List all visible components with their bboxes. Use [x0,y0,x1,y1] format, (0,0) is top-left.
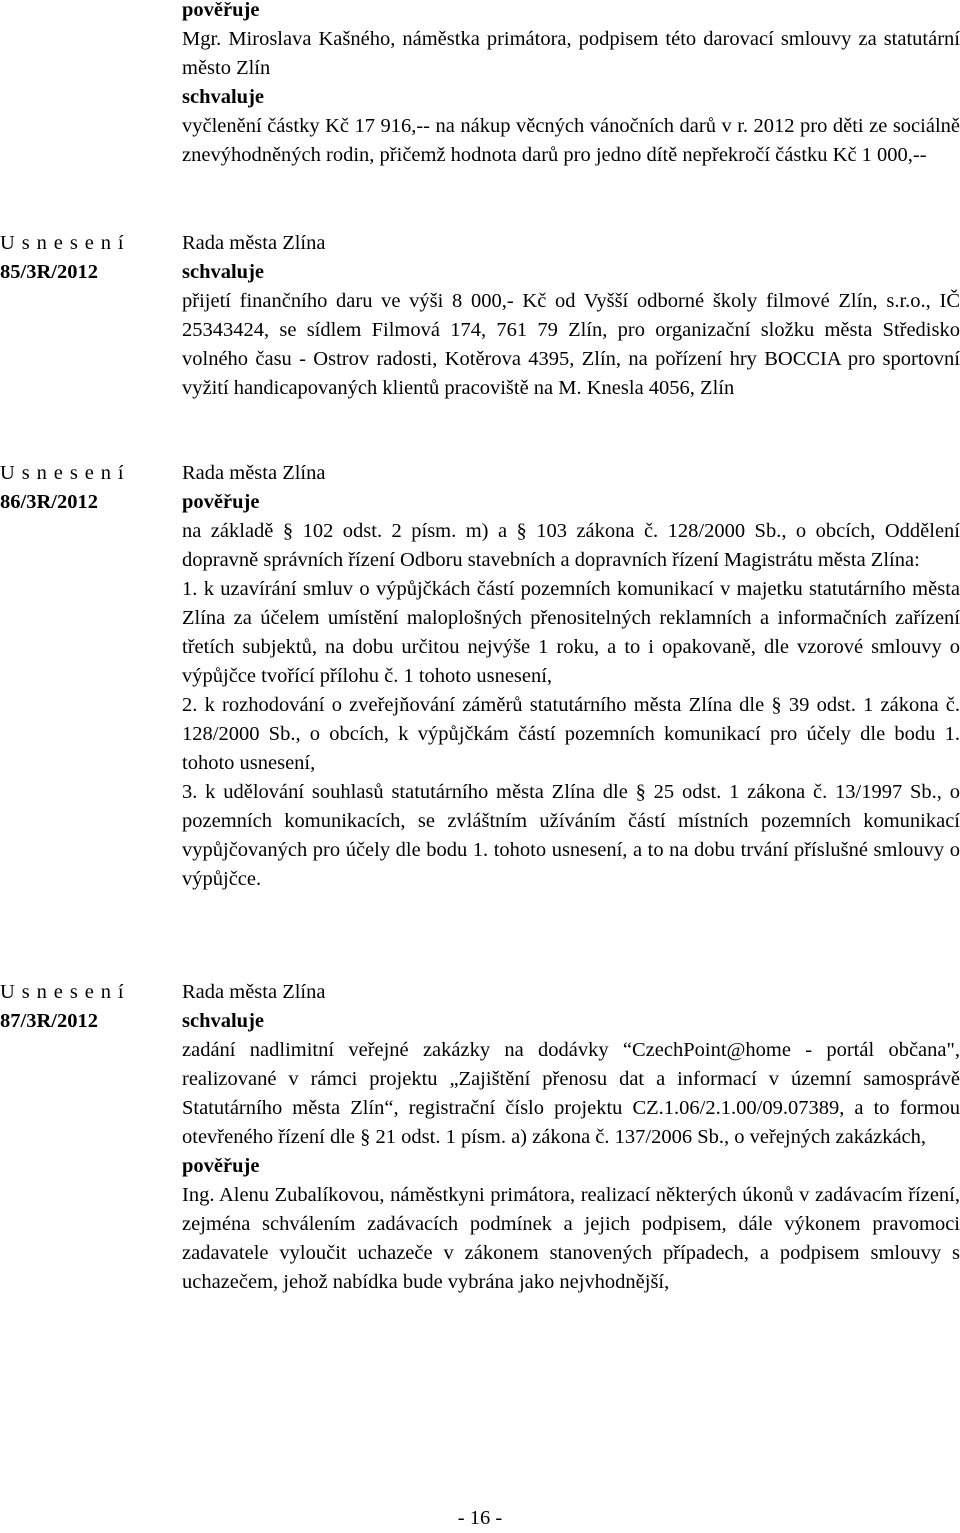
resolution-number: 87/3R/2012 [0,1010,98,1032]
paragraph: Ing. Alenu Zubalíkovou, náměstkyni primátora, realizací některých úkonů v zadávacím řízení, zejména schválením zadávacích podmínek a jejich podpisem, dále výkonem pravomoci zadavatele vyloučit uchazeče v zákonem stanovených případech, a podpisem smlouvy s uchazečem, jehož nabídka bude vybrána jako nejvhodnější, [182,1184,960,1293]
list-item: 3. k udělování souhlasů statutárního města Zlína dle § 25 odst. 1 zákona č. 13/1997 Sb., o pozemních komunikacích, se zvláštním užíváním částí místních pozemních komunikací vypůjčovaných pro účely dle bodu 1. tohoto usnesení, a to na dobu trvání příslušné smlouvy o výpůjčce. [182,781,960,890]
resolution-body-86 [182,459,960,894]
resolution-label-87 [0,978,170,1036]
top-block [182,0,960,170]
issuing-body: Rada města Zlína [182,981,326,1003]
paragraph: Mgr. Miroslava Kašného, náměstka primátora, podpisem této darovací smlouvy za statutární město Zlín [182,28,960,79]
resolution-body-85 [182,229,960,403]
list-item: 2. k rozhodování o zveřejňování záměrů statutárního města Zlína dle § 39 odst. 1 zákona č. 128/2000 Sb., o obcích, k výpůjčkám částí pozemních komunikací pro účely dle bodu 1. tohoto usnesení, [182,694,960,774]
paragraph: zadání nadlimitní veřejné zakázky na dodávky “CzechPoint@home - portál občana", realizované v rámci projektu „Zajištění přenosu dat a informací v územní samosprávě Statutárního města Zlín“, registrační číslo projektu CZ.1.06/2.1.00/09.07389, a to formou otevřeného řízení dle § 21 odst. 1 písm. a) zákona č. 137/2006 Sb., o veřejných zakázkách, [182,1039,960,1148]
resolution-number: 86/3R/2012 [0,491,98,513]
list-item: 1. k uzavírání smluv o výpůjčkách částí pozemních komunikací v majetku statutárního města Zlína za účelem umístění maloplošných přenositelných reklamních a informačních zařízení třetích subjektů, na dobu určitou nejvýše 1 roku, a to i opakovaně, dle vzorové smlouvy o výpůjčce tvořící přílohu č. 1 tohoto usnesení, [182,578,960,687]
keyword-schvaluje: schvaluje [182,261,264,283]
resolution-word: U s n e s e n í [0,232,125,254]
paragraph: přijetí finančního daru ve výši 8 000,- Kč od Vyšší odborné školy filmové Zlín, s.r.o., IČ 25343424, se sídlem Filmová 174, 761 79 Zlín, pro organizační složku města Středisko volného času - Ostrov radosti, Kotěrova 4395, Zlín, na pořízení hry BOCCIA pro sportovní vyžití handicapovaných klientů pracoviště na M. Knesla 4056, Zlín [182,290,960,399]
paragraph: na základě § 102 odst. 2 písm. m) a § 103 zákona č. 128/2000 Sb., o obcích, Oddělení dopravně správních řízení Odboru stavebních a dopravních řízení Magistrátu města Zlína: [182,520,960,571]
issuing-body: Rada města Zlína [182,462,326,484]
resolution-word: U s n e s e n í [0,462,125,484]
issuing-body: Rada města Zlína [182,232,326,254]
resolution-label-85 [0,229,170,287]
keyword-schvaluje: schvaluje [182,1010,264,1032]
keyword-poveruje: pověřuje [182,491,260,513]
keyword-schvaluje: schvaluje [182,86,264,108]
page-number: - 16 - [457,1507,503,1529]
resolution-body-87 [182,978,960,1297]
paragraph: vyčlenění částky Kč 17 916,-- na nákup věcných vánočních darů v r. 2012 pro děti ze sociálně znevýhodněných rodin, přičemž hodnota darů pro jedno dítě nepřekročí částku Kč 1 000,-- [182,115,960,166]
resolution-number: 85/3R/2012 [0,261,98,283]
resolution-word: U s n e s e n í [0,981,125,1003]
keyword-poveruje: pověřuje [182,1155,260,1177]
keyword-poveruje: pověřuje [182,0,260,21]
resolution-label-86 [0,459,170,517]
